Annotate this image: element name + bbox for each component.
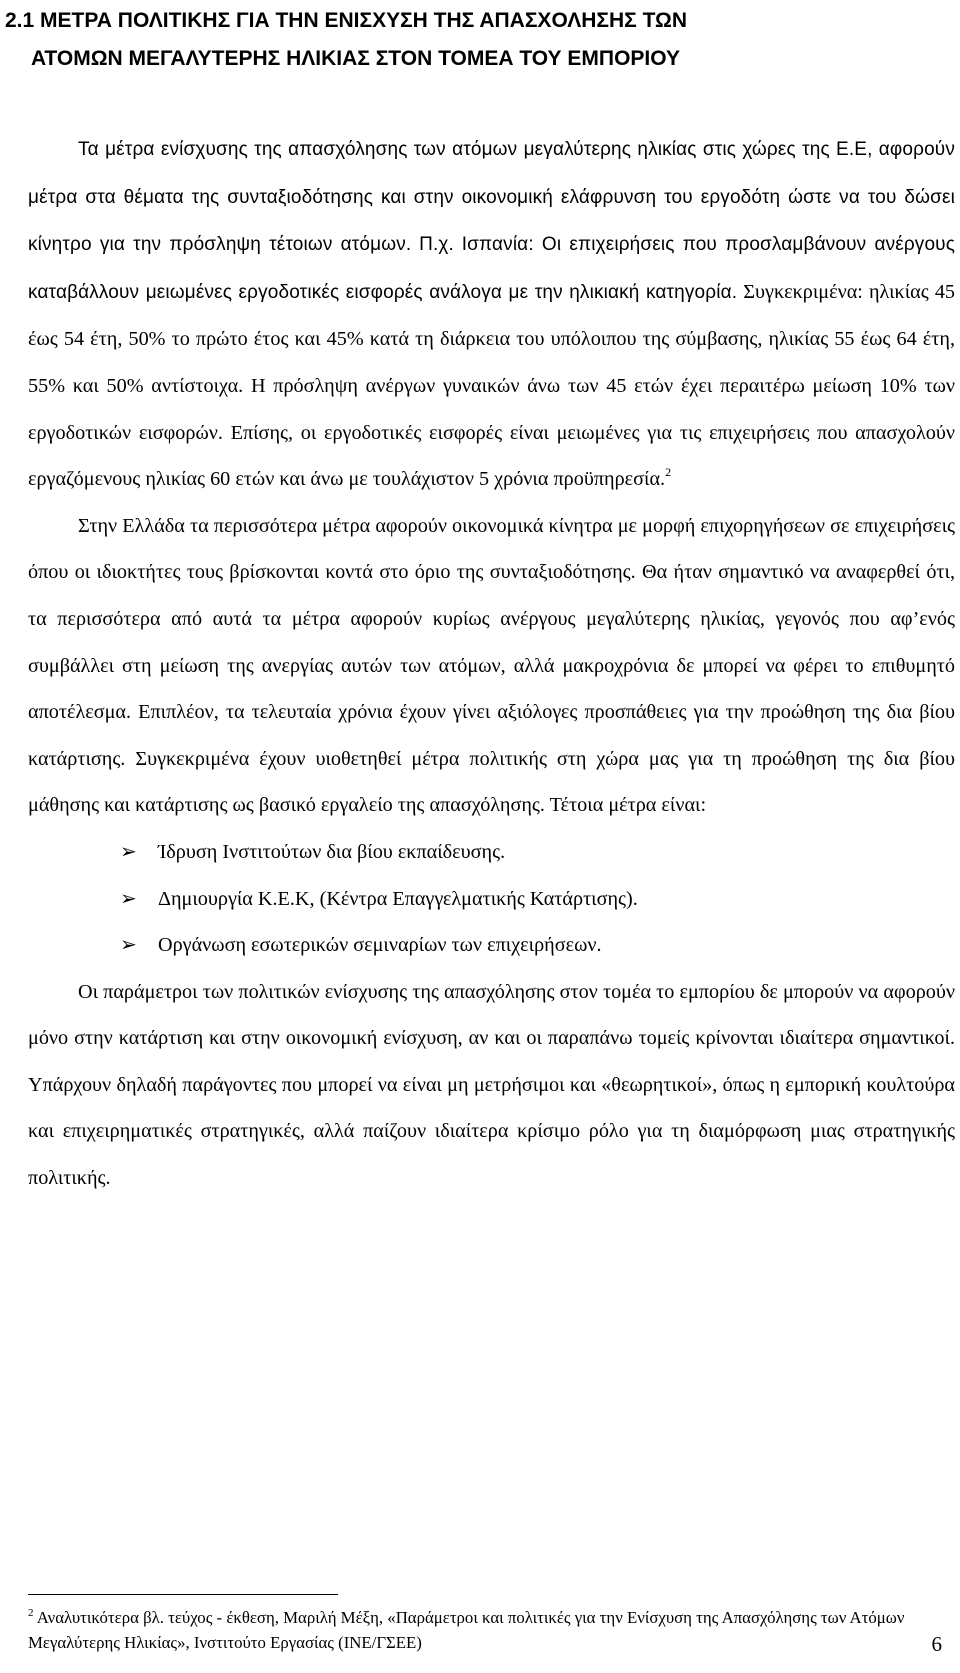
- list-item-text: Δημιουργία Κ.Ε.Κ, (Κέντρα Επαγγελματικής Κατάρτισης).: [158, 887, 638, 910]
- list-item: [28, 829, 955, 876]
- paragraph-3: Οι παράμετροι των πολιτικών ενίσχυσης της απασχόλησης στον τομέα το εμπορίου δε μπορούν να αφορούν μόνο στην κατάρτιση και στην οικονομική ενίσχυση, αν και οι παραπάνω τομείς κρίνονται ιδιαίτερα σημαντικοί. Υπάρχουν δηλαδή παράγοντες που μπορεί να είναι μη μετρήσιμοι και «θεωρητικοί», όπως η εμπορική κουλτούρα και επιχειρηματικές στρατηγικές, αλλά παίζουν ιδιαίτερα κρίσιμο ρόλο για τη διαμόρφωση μιας στρατηγικής πολιτικής.: [28, 980, 955, 1190]
- list-item-text: Οργάνωση εσωτερικών σεμιναρίων των επιχειρήσεων.: [158, 934, 602, 957]
- paragraph-1: [28, 126, 955, 503]
- footnote-text: Αναλυτικότερα βλ. τεύχος - έκθεση, Μαριλή Μέξη, «Παράμετροι και πολιτικές για την Ενίσχυση της Απασχόλησης των Ατόμων Μεγαλύτερης Ηλικίας», Ινστιτούτο Εργασίας (ΙΝΕ/ΓΣΕΕ): [28, 1608, 905, 1652]
- footnote-number: 2: [28, 1607, 34, 1619]
- arrow-bullet-icon: ➢: [120, 934, 137, 957]
- footnote: [28, 1605, 943, 1655]
- arrow-bullet-icon: ➢: [120, 887, 137, 910]
- body-text: [28, 126, 955, 1202]
- list-item: [28, 922, 955, 969]
- list-item: [28, 876, 955, 923]
- paragraph-1-spain-text: Ισπανία: Οι επιχειρήσεις που προσλαμβάνουν ανέργους καταβάλλουν μειωμένες εργοδοτικές εισφορές ανάλογα με την ηλικιακή κατηγορία.: [28, 234, 956, 303]
- list-item-text: Ίδρυση Ινστιτούτων δια βίου εκπαίδευσης.: [158, 840, 506, 863]
- paragraph-1-details: Συγκεκριμένα: ηλικίας 45 έως 54 έτη, 50% το πρώτο έτος και 45% κατά τη διάρκεια του υπόλοιπου της σύμβασης, ηλικίας 55 έως 64 έτη, 55% και 50% αντίστοιχα. Η πρόσληψη ανέργων γυναικών άνω των 45 ετών έχει περαιτέρω μείωση 10% των εργοδοτικών εισφορών. Επίσης, οι εργοδοτικές εισφορές είναι μειωμένες για τις επιχειρήσεις που απασχολούν εργαζόμενους ηλικίας 60 ετών και άνω με τουλάχιστον 5 χρόνια προϋπηρεσία.: [28, 280, 956, 491]
- page-number: 6: [931, 1632, 942, 1656]
- measures-list: [28, 829, 955, 969]
- heading-line-2: ΑΤΟΜΩΝ ΜΕΓΑΛΥΤΕΡΗΣ ΗΛΙΚΙΑΣ ΣΤΟΝ ΤΟΜΕΑ ΤΟΥ ΕΜΠΟΡΙΟΥ: [31, 47, 681, 70]
- example-label: Π.χ.: [419, 234, 454, 256]
- paragraph-1-sans-text: Τα μέτρα ενίσχυσης της απασχόλησης των ατόμων μεγαλύτερης ηλικίας στις χώρες της Ε.Ε, αφορούν μέτρα στα θέματα της συνταξιοδότησης και στην οικονομική ελάφρυνση του εργοδότη ώστε να του δώσει κίνητρο για την πρόσληψη τέτοιων ατόμων.: [28, 139, 955, 256]
- section-heading: [5, 2, 955, 78]
- arrow-bullet-icon: ➢: [120, 840, 137, 863]
- paragraph-2: Στην Ελλάδα τα περισσότερα μέτρα αφορούν οικονομικά κίνητρα με μορφή επιχορηγήσεων σε επιχειρήσεις όπου οι ιδιοκτήτες τους βρίσκονται κοντά στο όριο της συνταξιοδότησης. Θα ήταν σημαντικό να αναφερθεί ότι, τα περισσότερα από αυτά τα μέτρα αφορούν κυρίως ανέργους μεγαλύτερης ηλικίας, γεγονός που αφ’ενός συμβάλλει στη μείωση της ανεργίας αυτών των ατόμων, αλλά μακροχρόνια δε μπορεί να φέρει το επιθυμητό αποτέλεσμα. Επιπλέον, τα τελευταία χρόνια έχουν γίνει αξιόλογες προσπάθειες για την προώθηση της δια βίου κατάρτισης. Συγκεκριμένα έχουν υιοθετηθεί μέτρα πολιτικής στη χώρα μας για τη προώθηση της δια βίου μάθησης και κατάρτισης ως βασικό εργαλείο της απασχόλησης. Τέτοια μέτρα είναι:: [28, 514, 955, 817]
- footnote-separator: [28, 1594, 338, 1595]
- heading-line-1: 2.1 ΜΕΤΡΑ ΠΟΛΙΤΙΚΗΣ ΓΙΑ ΤΗΝ ΕΝΙΣΧΥΣΗ ΤΗΣ ΑΠΑΣΧΟΛΗΣΗΣ ΤΩΝ: [5, 9, 688, 32]
- footnote-reference: 2: [665, 465, 672, 480]
